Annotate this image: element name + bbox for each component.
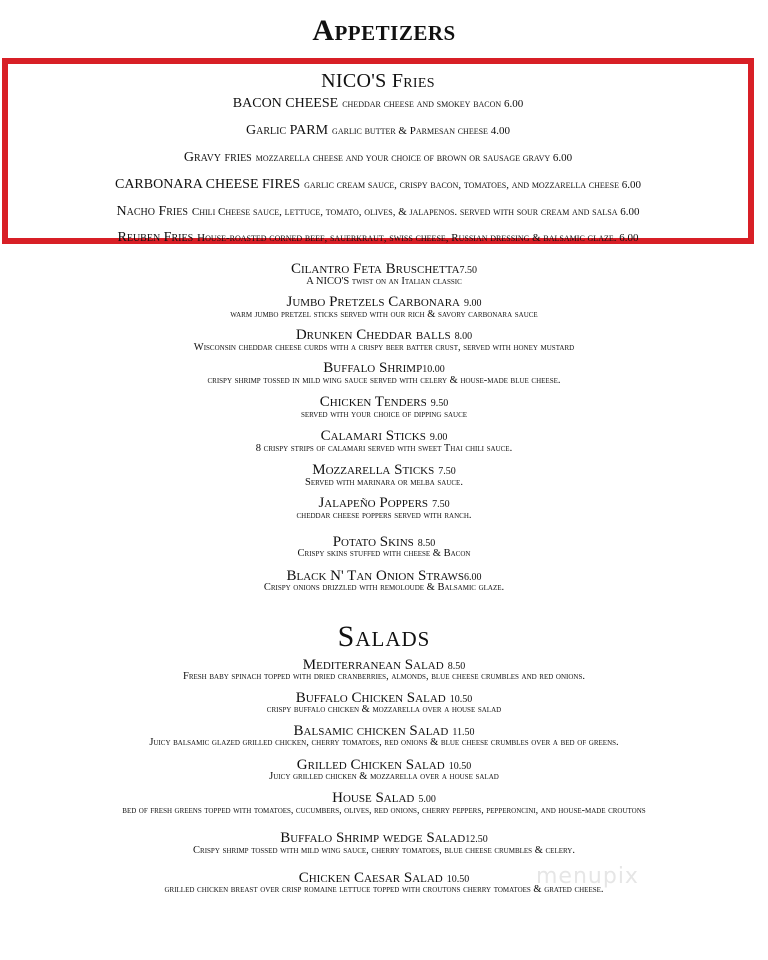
- item-name: Chicken Caesar Salad: [298, 870, 443, 886]
- fries-item-desc: House-roasted corned beef, sauerkraut, swiss cheese, Russian dressing & balsamic glaze. 6.00: [197, 232, 639, 244]
- item-desc: crispy buffalo chicken & mozzarella over a house salad: [266, 704, 502, 715]
- fries-item-name: Nacho Fries: [116, 204, 188, 219]
- fries-item: [8, 148, 748, 166]
- item-name: Buffalo Chicken Salad: [295, 690, 446, 706]
- item-desc: Crispy onions drizzled with remoloude & Balsamic glaze.: [263, 582, 505, 593]
- item-name: Drunken Cheddar balls: [295, 327, 451, 343]
- item-desc: Wisconsin cheddar cheese curds with a crispy beer batter crust, served with honey mustard: [193, 342, 575, 353]
- item-desc: crispy shrimp tossed in mild wing sauce served with celery & house-made blue cheese.: [207, 375, 561, 386]
- item-price: 7.50: [438, 466, 456, 477]
- item-desc: grilled chicken breast over crisp romaine lettuce topped with croutons cherry tomatoes & grated cheese.: [164, 884, 604, 895]
- item-price: 8.50: [417, 538, 436, 549]
- item-name: Grilled Chicken Salad: [296, 757, 445, 773]
- item-price: 6.00: [464, 572, 482, 583]
- fries-item-desc: garlic cream sauce, crispy bacon, tomatoes, and mozzarella cheese 6.00: [304, 179, 642, 191]
- fries-item-desc: cheddar cheese and smokey bacon 6.00: [342, 98, 524, 110]
- item-name: Mozzarella Sticks: [312, 462, 435, 478]
- item-name: House Salad: [332, 790, 415, 806]
- item-desc: Fresh baby spinach topped with dried cranberries, almonds, blue cheese crumbles and red onions.: [182, 671, 586, 682]
- item-name: Potato Skins: [332, 534, 414, 550]
- item-price: 5.00: [418, 794, 436, 805]
- fries-item-desc: garlic butter & Parmesan cheese 4.00: [332, 125, 510, 137]
- item-desc: Served with marinara or melba sauce.: [305, 477, 463, 488]
- item-desc: warm jumbo pretzel sticks served with our rich & savory carbonara sauce: [230, 309, 538, 320]
- item-name: Jumbo Pretzels Carbonara: [286, 294, 460, 310]
- fries-item: [8, 175, 748, 193]
- item-price: 9.00: [463, 298, 482, 309]
- item-desc: Juicy balsamic glazed grilled chicken, cherry tomatoes, red onions & blue cheese crumbles over a bed of greens.: [149, 737, 619, 748]
- item-desc: Juicy grilled chicken & mozzarella over a house salad: [269, 771, 499, 782]
- fries-item: [8, 94, 748, 112]
- item-name: Buffalo Shrimp: [323, 360, 423, 376]
- nicos-fries-box: [2, 58, 754, 244]
- item-desc: Crispy skins stuffed with cheese & Bacon: [297, 548, 471, 559]
- item-name: Buffalo Shrimp wedge Salad: [280, 830, 466, 846]
- item-price: 10.50: [448, 761, 472, 772]
- item-desc: 8 crispy strips of calamari served with sweet Thai chili sauce.: [255, 443, 513, 454]
- menupix-watermark: menupix: [536, 864, 639, 889]
- item-desc: A NICO'S twist on an Italian classic: [306, 276, 462, 287]
- fries-item: [8, 202, 748, 220]
- item-price: 8.00: [454, 331, 473, 342]
- appetizers-heading: Appetizers: [312, 14, 456, 47]
- item-price: 10.00: [422, 364, 445, 375]
- item-price: 12.50: [465, 834, 488, 845]
- item-price: 10.50: [446, 874, 470, 885]
- item-name: Cilantro Feta Bruschetta: [290, 261, 460, 277]
- item-desc: served with your choice of dipping sauce: [300, 409, 468, 420]
- item-price: 8.50: [447, 661, 466, 672]
- item-desc: bed of fresh greens topped with tomatoes, cucumbers, olives, red onions, cherry peppers, pepperoncini, and house-made croutons: [122, 805, 646, 816]
- item-name: Mediterranean Salad: [302, 657, 444, 673]
- item-price: 7.50: [459, 265, 478, 276]
- item-price: 9.00: [429, 432, 448, 443]
- item-name: Jalapeño Poppers: [318, 495, 429, 511]
- item-desc: Crispy shrimp tossed with mild wing sauce, cherry tomatoes, blue cheese crumbles & celery.: [193, 845, 575, 856]
- item-price: 11.50: [452, 727, 475, 738]
- fries-item-name: Garlic PARM: [246, 123, 329, 138]
- fries-item-name: BACON CHEESE: [232, 96, 339, 111]
- item-desc: cheddar cheese poppers served with ranch.: [296, 510, 472, 521]
- fries-item-name: CARBONARA CHEESE FIRES: [114, 177, 301, 192]
- item-price: 10.50: [449, 694, 473, 705]
- fries-item-desc: Chili Cheese sauce, lettuce, tomato, olives, & jalapenos. served with sour cream and salsa 6.00: [191, 206, 640, 218]
- item-name: Chicken Tenders: [319, 394, 427, 410]
- fries-item-name: Gravy fries: [183, 150, 252, 165]
- item-name: Balsamic chicken Salad: [293, 723, 449, 739]
- fries-item-desc: mozzarella cheese and your choice of brown or sausage gravy 6.00: [255, 152, 573, 164]
- item-price: 9.50: [430, 398, 449, 409]
- item-price: 7.50: [432, 499, 450, 510]
- fries-item: [8, 121, 748, 139]
- fries-title: NICO'S Fries: [321, 70, 435, 92]
- salads-heading: Salads: [337, 620, 431, 653]
- item-name: Black N' Tan Onion Straws: [286, 568, 465, 584]
- item-name: Calamari Sticks: [320, 428, 426, 444]
- fries-item-name: Reuben Fries: [117, 230, 194, 245]
- fries-item: [8, 228, 748, 246]
